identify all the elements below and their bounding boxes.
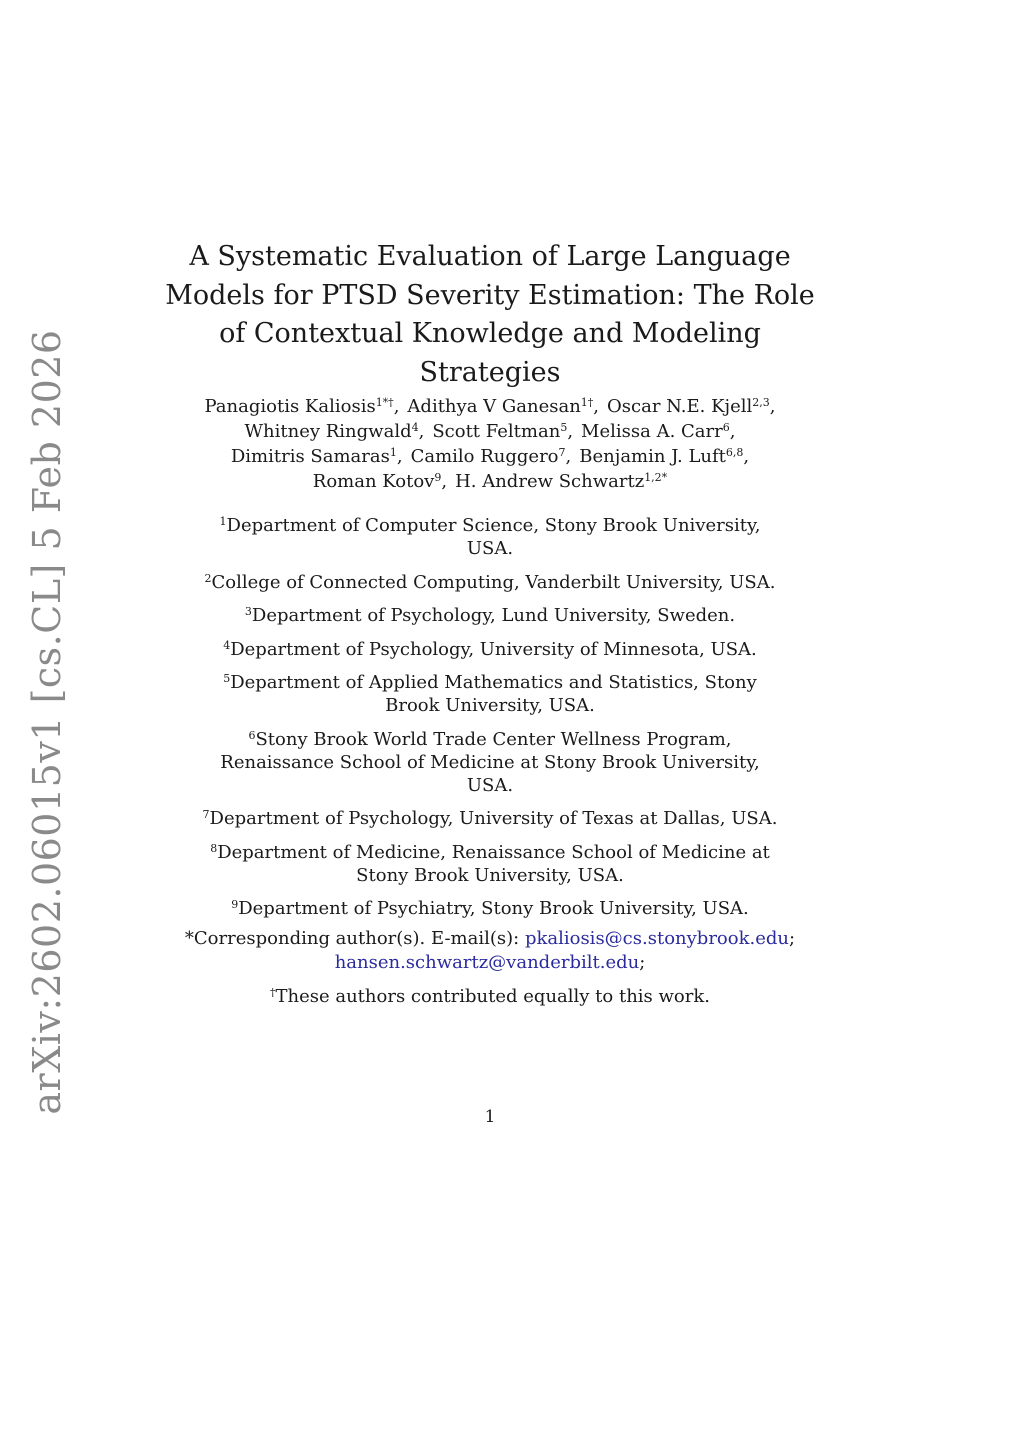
author-name: Whitney Ringwald [244, 421, 412, 442]
author-separator: , [418, 421, 425, 442]
author-separator: , [441, 471, 448, 492]
author-separator: , [567, 421, 574, 442]
author-name: Roman Kotov [312, 471, 435, 492]
author-separator: , [769, 396, 776, 417]
affiliation [200, 604, 780, 627]
author-affiliation-mark: 6,8 [725, 446, 744, 459]
author [205, 396, 400, 417]
author [231, 446, 403, 467]
author-line [150, 394, 830, 419]
author-name: Adithya V Ganesan [407, 396, 581, 417]
author-line [150, 419, 830, 444]
author [455, 471, 667, 492]
author-name: Melissa A. Carr [581, 421, 723, 442]
author-affiliation-mark: 1 [389, 446, 397, 459]
affiliation [200, 841, 780, 887]
affiliation-text: Department of Psychology, University of Texas at Dallas, USA. [209, 808, 778, 829]
affiliation-number: 4 [223, 638, 231, 652]
page-number: 1 [484, 1107, 496, 1127]
author-separator: , [593, 396, 600, 417]
affiliation [200, 728, 780, 797]
author-affiliation-mark: 9 [434, 471, 442, 484]
author-separator: , [393, 396, 400, 417]
email-link-kaliosis[interactable]: pkaliosis@cs.stonybrook.edu [524, 928, 789, 949]
author-line [150, 469, 830, 494]
affiliation-number: 9 [231, 898, 239, 911]
paper-title [150, 238, 830, 392]
affiliation-number: 8 [210, 841, 218, 855]
correspondence-block [150, 927, 830, 1009]
affiliation [200, 671, 780, 717]
affiliation-text: Department of Medicine, Renaissance School of Medicine at Stony Brook University, USA. [217, 841, 770, 886]
affiliation [200, 638, 780, 661]
author-separator: , [743, 446, 750, 467]
author-affiliation-mark: 4 [411, 421, 419, 434]
title-line: of Contextual Knowledge and Modeling Strategies [219, 318, 761, 388]
author-affiliation-mark: 5 [560, 421, 568, 434]
author-list [150, 394, 830, 494]
author [581, 421, 735, 442]
affiliation-number: 7 [202, 808, 210, 821]
affiliation-number: 2 [204, 571, 212, 585]
affiliation-text: Department of Computer Science, Stony Brook University, USA. [226, 515, 761, 559]
affiliation [200, 897, 780, 920]
author [245, 421, 425, 442]
author-line [150, 444, 830, 469]
affiliation-number: 3 [244, 605, 252, 618]
arxiv-identifier: arXiv:2602.06015v1 [cs.CL] 5 Feb 2026 [25, 329, 69, 1115]
correspondence-label: *Corresponding author(s). E-mail(s): [184, 928, 525, 949]
title-line: A Systematic Evaluation of Large Language [189, 241, 791, 272]
email-link-schwartz[interactable]: hansen.schwartz@vanderbilt.edu [334, 952, 640, 973]
affiliation-number: 6 [248, 728, 256, 742]
author-name: Camilo Ruggero [410, 446, 559, 467]
affiliation-text: Department of Applied Mathematics and Statistics, Stony Brook University, USA. [230, 672, 757, 716]
equal-contribution-note [150, 985, 830, 1009]
author-name: H. Andrew Schwartz [455, 471, 645, 492]
affiliation-text: Department of Psychiatry, Stony Brook University, USA. [238, 898, 749, 919]
affiliation-number: 5 [223, 672, 231, 685]
author-affiliation-mark: 6 [722, 421, 730, 434]
affiliation-text: Stony Brook World Trade Center Wellness Program, Renaissance School of Medicine at Stony Brook University, USA. [220, 728, 760, 796]
author [579, 446, 749, 467]
affiliation [200, 571, 780, 594]
affiliation [200, 807, 780, 830]
author-name: Benjamin J. Luft [579, 446, 726, 467]
affiliation-text: College of Connected Computing, Vanderbilt University, USA. [211, 571, 776, 593]
author [411, 446, 572, 467]
author-name: Oscar N.E. Kjell [607, 396, 753, 417]
author-affiliation-mark: 2,3 [752, 396, 770, 409]
affiliation [200, 514, 780, 560]
equal-contribution-text: These authors contributed equally to this work. [275, 986, 710, 1007]
email-separator: ; [639, 952, 646, 973]
author-name: Panagiotis Kaliosis [204, 396, 376, 417]
author [607, 396, 775, 417]
email-separator: ; [789, 928, 796, 949]
author-separator: , [565, 446, 572, 467]
affiliation-number: 1 [219, 515, 227, 528]
author-separator: , [396, 446, 403, 467]
author-separator: , [729, 421, 736, 442]
author-affiliation-mark: 7 [558, 446, 566, 459]
author-affiliation-mark: 1† [580, 396, 594, 409]
author [313, 471, 447, 492]
author-name: Scott Feltman [432, 421, 561, 442]
affiliation-list [200, 514, 780, 931]
dagger-mark: † [270, 986, 276, 999]
author-name: Dimitris Samaras [230, 446, 390, 467]
author [407, 396, 599, 417]
affiliation-text: Department of Psychology, Lund University, Sweden. [251, 605, 736, 626]
author-affiliation-mark: 1,2* [644, 471, 668, 484]
author-affiliation-mark: 1*† [375, 396, 394, 409]
affiliation-text: Department of Psychology, University of Minnesota, USA. [230, 638, 757, 660]
author [432, 421, 573, 442]
title-line: Models for PTSD Severity Estimation: The Role [165, 279, 815, 311]
